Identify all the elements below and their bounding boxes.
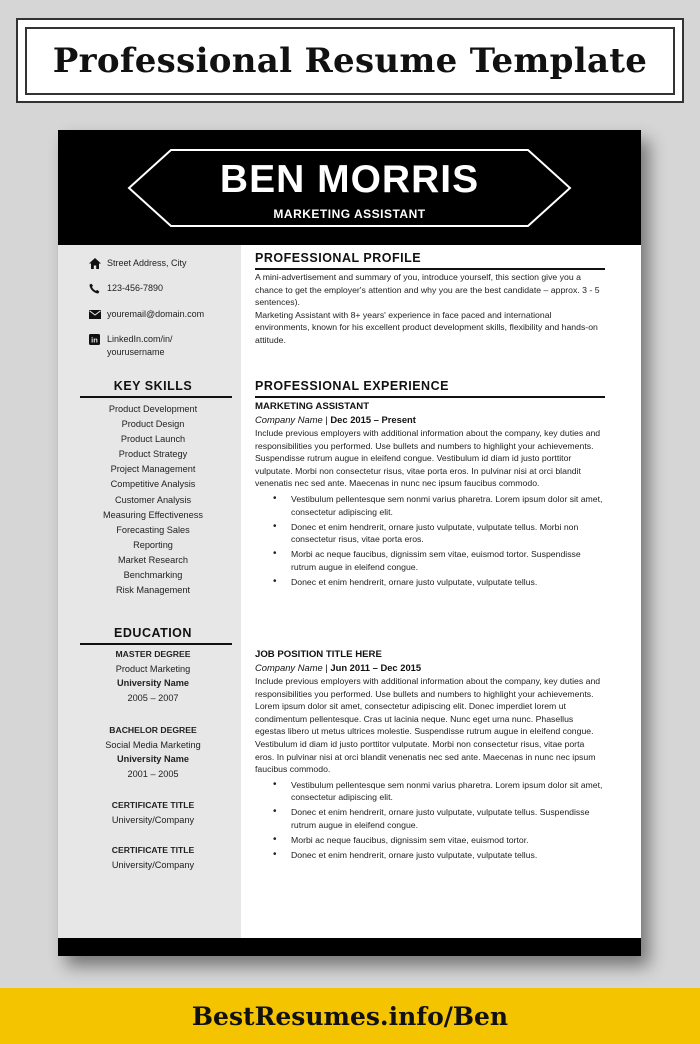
university-name: University Name [116,754,189,764]
job-entry [255,401,605,591]
contact-address [88,257,187,270]
skill-item: Competitive Analysis [110,479,196,490]
resume-header [58,130,641,245]
job-bullets [273,779,605,862]
skill-item: Product Strategy [118,449,188,460]
resume-footer-bar [58,938,641,956]
linkedin-line-1: LinkedIn.com/in/ [107,334,173,344]
certificate-title: CERTIFICATE TITLE [111,845,195,855]
svg-text:in: in [91,335,98,345]
banner-title: Professional Resume Template [52,40,648,81]
candidate-name: BEN MORRIS [219,158,480,201]
experience-heading: PROFESSIONAL EXPERIENCE [255,379,449,393]
profile-statement: Marketing Assistant with 8+ years' experience in face paced and international environments, known for his excellent product development skills, flexibility and hands-on attitude. [255,309,598,345]
list-item: • Donec et enim hendrerit, ornare justo vulputate, vulputate tellus. Morbi non consectetur risus, vitae porta eros. [273,521,605,546]
envelope-icon [88,308,101,320]
email-text: youremail@domain.com [107,309,205,319]
list-item: • Donec et enim hendrerit, ornare justo vulputate, vulputate tellus. [273,849,605,862]
key-skills-rule [80,396,232,398]
linkedin-icon [88,333,101,345]
profile-rule [255,268,605,270]
experience-rule [255,396,605,398]
skill-item: Measuring Effectiveness [103,509,203,520]
list-item: • Morbi ac neque faucibus, dignissim sem vitae, euismod tortor. [273,834,605,847]
profile-heading: PROFESSIONAL PROFILE [255,251,422,265]
job-entry [255,649,605,864]
degree-title: MASTER DEGREE [115,649,191,659]
title-banner-frame [25,27,675,95]
education-entry [78,723,228,781]
education-entry [78,647,228,705]
skill-item: Market Research [118,554,188,565]
skill-item: Benchmarking [123,570,183,581]
certificate-issuer: University/Company [111,814,195,825]
footer-banner [0,988,700,1044]
home-icon [88,257,101,269]
list-item: • Morbi ac neque faucibus, dignissim sem vitae, euismod tortor. Suspendisse rutrum augue in eleifend congue. [273,548,605,573]
skill-item: Customer Analysis [114,494,192,505]
footer-url[interactable]: BestResumes.info/Ben [191,1001,509,1031]
separator: | [322,662,331,673]
company-line [255,660,605,675]
degree-field: Social Media Marketing [105,739,201,750]
skill-item: Product Design [121,419,185,430]
contact-linkedin [88,333,173,359]
list-item: • Vestibulum pellentesque sem nonmi varius pharetra. Lorem ipsum dolor sit amet, consectetur adipiscing elit. [273,493,605,518]
degree-years: 2005 – 2007 [127,692,179,703]
linkedin-line-2: yourusername [107,347,165,357]
phone-icon [88,282,101,294]
key-skills-list [78,402,228,598]
list-item: • Donec et enim hendrerit, ornare justo vulputate, vulputate tellus. [273,576,605,589]
job-description: Include previous employers with additional information about the company, key duties and responsibilities you performed. Use bullets and numbers to highlight your achievements. Suspendisse rutrum augue in eleifend congue. Vestibulum id diam id justo porttitor vulputate. Morbi non consectetur risus, vitae porta eros. In pulvinar nisi at orci blandit venenatis nec sed ante. Maecenas in nunc nec ipsum faucibus commodo. [255,428,601,489]
education-entry [78,843,228,872]
job-bullets [273,493,605,589]
skill-item: Reporting [133,539,173,550]
title-banner [16,18,684,103]
job-description: Include previous employers with additional information about the company, key duties and responsibilities you performed. Use bullets and numbers to highlight your achievements. Lorem ipsum dolor sit amet, consectetur adipiscing elit. Donec imperdiet lorem ut condimentum pellentesque. Cras ut lacinia neque. Nunc eget urna nunc. Phasellus egestas libero ut metus ultrices molestie. Suspendisse rutrum augue in eleifend congue. Vestibulum id diam id justo porttitor vulputate. Morbi non consectetur risus, vitae porta eros. In pulvinar nisi at orci blandit venenatis nec sed ante. Maecenas in nunc nec ipsum faucibus commodo. [255,676,601,775]
skill-item: Product Launch [120,434,186,445]
certificate-title: CERTIFICATE TITLE [111,800,195,810]
company-line [255,412,605,427]
job-title: MARKETING ASSISTANT [255,401,370,412]
separator: | [322,414,331,425]
contact-phone [88,282,163,295]
address-text: Street Address, City [107,258,187,268]
resume-document [58,130,641,956]
job-title: JOB POSITION TITLE HERE [255,649,382,660]
profile-summary: A mini-advertisement and summary of you, introduce yourself, this section give you a chance to get the employer's attention and why you are the best candidate – approx. 3 - 5 sentences). [255,272,600,308]
education-entry [78,798,228,827]
certificate-issuer: University/Company [111,859,195,870]
university-name: University Name [116,678,189,688]
contact-email [88,308,204,321]
skill-item: Product Development [108,404,198,414]
degree-title: BACHELOR DEGREE [109,725,197,735]
profile-section [255,271,605,347]
job-dates: Jun 2011 – Dec 2015 [330,662,422,673]
candidate-title: MARKETING ASSISTANT [273,207,426,221]
list-item: • Vestibulum pellentesque sem nonmi varius pharetra. Lorem ipsum dolor sit amet, consectetur adipiscing elit. [273,779,605,804]
skill-item: Project Management [110,464,196,475]
job-dates: Dec 2015 – Present [330,414,416,425]
education-rule [80,643,232,645]
degree-years: 2001 – 2005 [127,768,179,779]
degree-field: Product Marketing [115,663,191,674]
company-name: Company Name [255,662,323,673]
list-item: • Donec et enim hendrerit, ornare justo vulputate, vulputate tellus. Suspendisse rutrum augue in eleifend congue. [273,806,605,831]
education-heading: EDUCATION [114,626,192,640]
linkedin-text [107,333,173,359]
skill-item: Forecasting Sales [116,524,190,535]
phone-text: 123-456-7890 [107,283,164,293]
company-name: Company Name [255,414,323,425]
skill-item: Risk Management [115,585,191,596]
key-skills-heading: KEY SKILLS [113,379,193,393]
